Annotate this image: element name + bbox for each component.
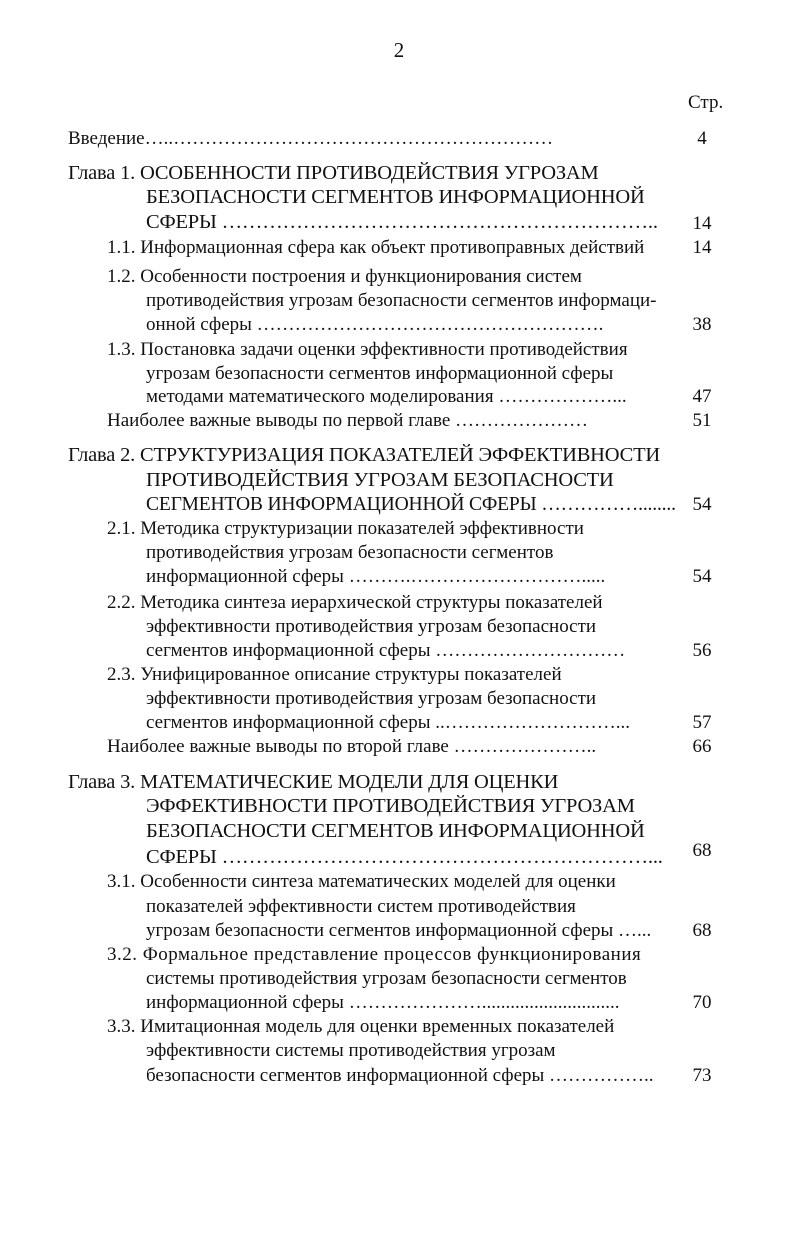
toc-page-number: 54 xyxy=(692,494,712,515)
chapter-title-line: БЕЗОПАСНОСТИ СЕГМЕНТОВ ИНФОРМАЦИОННОЙ xyxy=(146,186,645,208)
section-title-line: 1.2. Особенности построения и функционирования систем xyxy=(107,266,582,287)
chapter-title-line: ПРОТИВОДЕЙСТВИЯ УГРОЗАМ БЕЗОПАСНОСТИ xyxy=(146,469,614,491)
toc-page-number: 70 xyxy=(692,992,712,1013)
section-title-line: 2.3. Унифицированное описание структуры показателей xyxy=(107,664,562,685)
section-title-line: эффективности системы противодействия угрозам xyxy=(146,1040,556,1061)
chapter-title-line: Глава 3. МАТЕМАТИЧЕСКИЕ МОДЕЛИ ДЛЯ ОЦЕНКИ xyxy=(68,771,559,793)
section-title-line: 2.1. Методика структуризации показателей эффективности xyxy=(107,518,584,539)
chapter-title-line: ЭФФЕКТИВНОСТИ ПРОТИВОДЕЙСТВИЯ УГРОЗАМ xyxy=(146,795,635,817)
toc-page-number: 56 xyxy=(692,640,712,661)
toc-page-number: 66 xyxy=(692,736,712,757)
toc-page-number: 68 xyxy=(692,920,712,941)
toc-page-number: 14 xyxy=(692,213,712,234)
toc-page-number: 4 xyxy=(697,128,707,149)
section-title-line: противодействия угрозам безопасности сегментов xyxy=(146,542,554,563)
section-title-line: угрозам безопасности сегментов информационной сферы xyxy=(146,363,614,384)
conclusion-title-line: Наиболее важные выводы по первой главе ………………… xyxy=(107,410,589,431)
toc-page-number: 73 xyxy=(692,1065,712,1086)
section-title-line: системы противодействия угрозам безопасности сегментов xyxy=(146,968,627,989)
chapter-title-line: СЕГМЕНТОВ ИНФОРМАЦИОННОЙ СФЕРЫ ……………........ xyxy=(146,493,676,515)
section-title-line: онной сферы ………………………………………………. xyxy=(146,314,604,335)
leader-dots: …..…………………………………………………… xyxy=(144,128,554,149)
section-title-line: 1.3. Постановка задачи оценки эффективности противодействия xyxy=(107,339,628,360)
chapter-title-line: СФЕРЫ ………………………………………………………... xyxy=(146,846,663,868)
toc-page-number: 38 xyxy=(692,314,712,335)
section-title-line: 3.1. Особенности синтеза математических моделей для оценки xyxy=(107,871,616,892)
section-title-line: 1.1. Информационная сфера как объект противоправных действий xyxy=(107,237,645,258)
section-title-line: 3.3. Имитационная модель для оценки временных показателей xyxy=(107,1016,615,1037)
section-title-line: 3.2. Формальное представление процессов функционирования xyxy=(107,944,642,965)
page-number: 2 xyxy=(393,38,405,62)
toc-page-number: 14 xyxy=(692,237,712,258)
toc-page-number: 51 xyxy=(692,410,712,431)
chapter-title-line: БЕЗОПАСНОСТИ СЕГМЕНТОВ ИНФОРМАЦИОННОЙ xyxy=(146,820,645,842)
section-title-line: сегментов информационной сферы ………………………… xyxy=(146,640,626,661)
chapter-title-line: СФЕРЫ ……………………………………………………….. xyxy=(146,211,658,233)
conclusion-title-line: Наиболее важные выводы по второй главе ………………….. xyxy=(107,736,597,757)
section-title-line: показателей эффективности систем противодействия xyxy=(146,896,576,917)
toc-page-number: 57 xyxy=(692,712,712,733)
toc-page-number: 54 xyxy=(692,566,712,587)
chapter-title-line: Глава 1. ОСОБЕННОСТИ ПРОТИВОДЕЙСТВИЯ УГРОЗАМ xyxy=(68,162,599,184)
toc-entry-title: Введение xyxy=(68,128,145,149)
section-title-line: угрозам безопасности сегментов информационной сферы …... xyxy=(146,920,652,941)
section-title-line: противодействия угрозам безопасности сегментов информаци- xyxy=(146,290,657,311)
section-title-line: методами математического моделирования ………………... xyxy=(146,386,627,407)
chapter-title-line: Глава 2. СТРУКТУРИЗАЦИЯ ПОКАЗАТЕЛЕЙ ЭФФЕКТИВНОСТИ xyxy=(68,444,661,466)
toc-page-number: 47 xyxy=(692,386,712,407)
section-title-line: сегментов информационной сферы ..………………………... xyxy=(146,712,630,733)
section-title-line: 2.2. Методика синтеза иерархической структуры показателей xyxy=(107,592,603,613)
toc-page-number: 68 xyxy=(692,840,712,861)
section-title-line: безопасности сегментов информационной сферы …………….. xyxy=(146,1065,654,1086)
section-title-line: информационной сферы ……….………………………..... xyxy=(146,566,606,587)
section-title-line: информационной сферы …………………............................. xyxy=(146,992,620,1013)
section-title-line: эффективности противодействия угрозам безопасности xyxy=(146,688,597,709)
section-title-line: эффективности противодействия угрозам безопасности xyxy=(146,616,597,637)
page-column-header: Стр. xyxy=(688,92,724,113)
